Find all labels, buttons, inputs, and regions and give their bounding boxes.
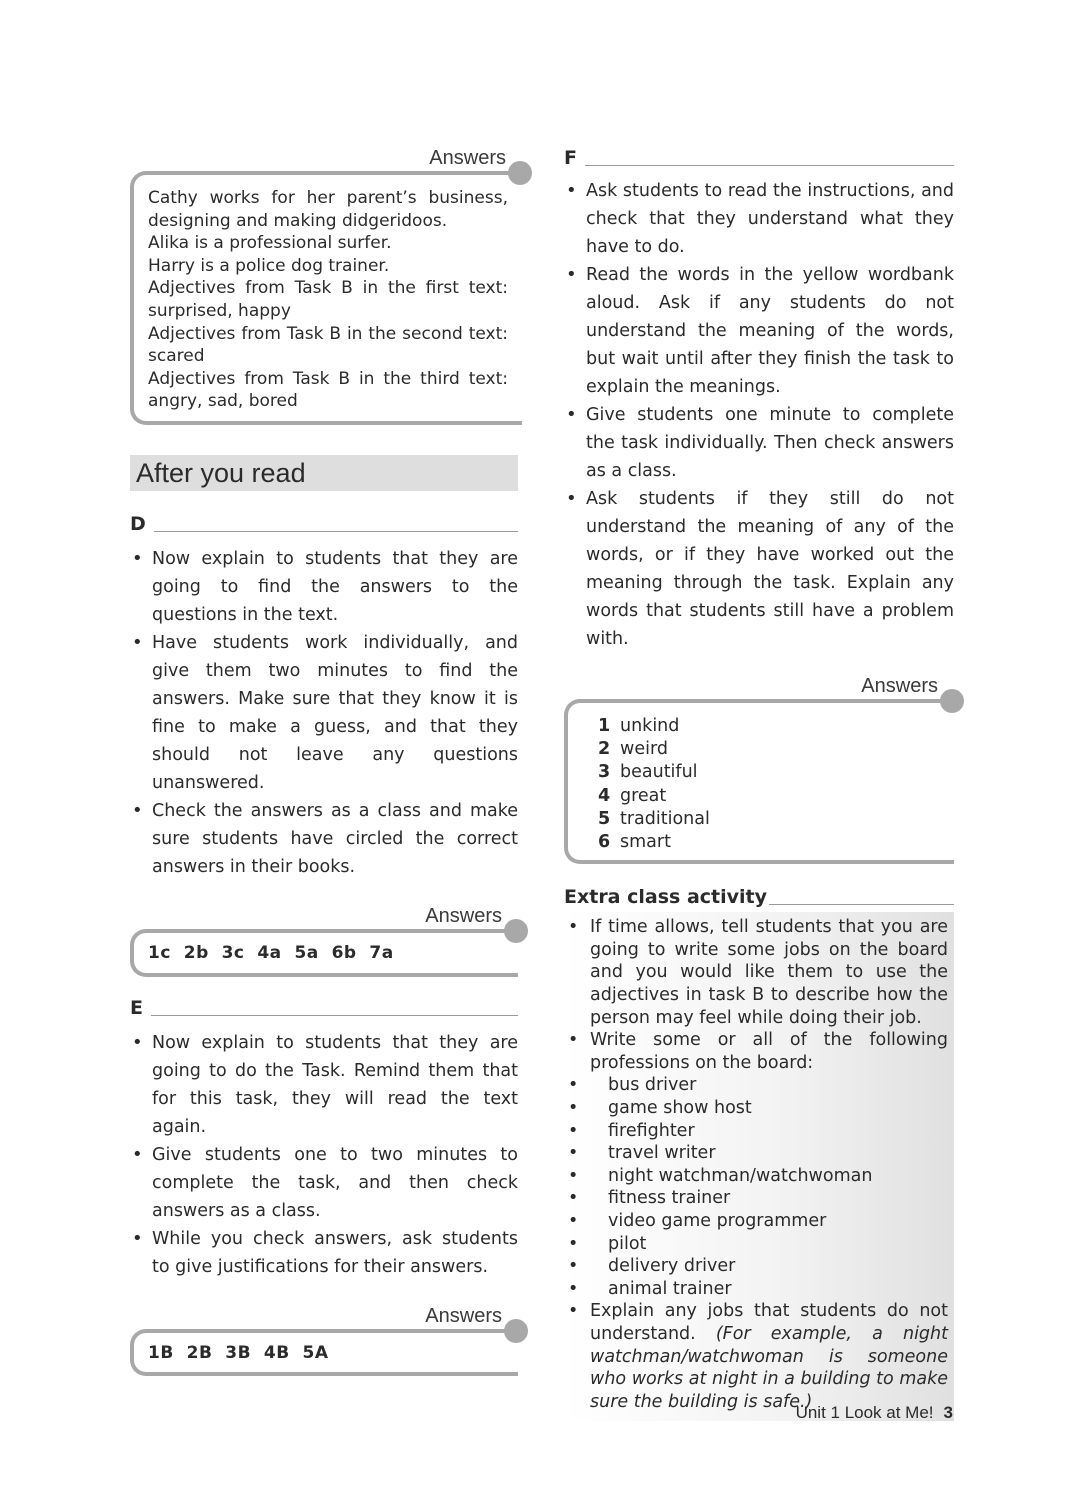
answers-label: Answers	[429, 147, 506, 169]
answers-dot-icon	[504, 919, 528, 943]
extra-activity-list	[568, 916, 948, 1413]
section-f-list	[564, 177, 954, 653]
unit-title: Unit 1 Look at Me!	[795, 1403, 934, 1422]
answers-label: Answers	[861, 675, 938, 697]
answers-dot-icon	[508, 161, 532, 185]
answers-dot-icon	[504, 1319, 528, 1343]
list-item: 6 smart	[598, 832, 671, 853]
list-item: • Write some or all of the following professions on the board:	[568, 1029, 948, 1074]
answer-line: Adjectives from Task B in the first text: surprised, happy	[148, 278, 508, 321]
left-column	[130, 145, 522, 1376]
job-item: • firefighter	[568, 1120, 948, 1143]
answer-line: Alika is a professional surfer.	[148, 233, 392, 254]
list-item: • Check the answers as a class and make sure students have circled the correct answers in their books.	[130, 797, 518, 881]
section-title: After you read	[130, 455, 518, 491]
list-item: • Ask students if they still do not understand the meaning of any of the words, or if they have worked out the meaning through the task. Explain any words that students still have a problem with.	[564, 485, 954, 653]
list-item: • Explain any jobs that students do not understand. (For example, a night watchman/watchwoman is someone who works at night in a building to make sure the building is safe.)	[568, 1300, 948, 1413]
list-item: • Give students one to two minutes to complete the task, and then check answers as a class.	[130, 1141, 518, 1225]
job-item: • animal trainer	[568, 1278, 948, 1301]
section-f-heading: F	[564, 145, 954, 169]
answers-box-d	[130, 903, 518, 977]
list-item: • Ask students to read the instructions, and check that they understand what they have to do.	[564, 177, 954, 261]
answers-d: 1c 2b 3c 4a 5a 6b 7a	[148, 942, 394, 963]
answer-line: Adjectives from Task B in the third text: angry, sad, bored	[148, 368, 508, 412]
answer-line: Adjectives from Task B in the second text: scared	[148, 323, 508, 367]
list-item: 2 weird	[598, 739, 668, 760]
list-item: • Now explain to students that they are going to find the answers to the questions in the text.	[130, 545, 518, 629]
list-item: • Give students one minute to complete the task individually. Then check answers as a class.	[564, 401, 954, 485]
list-item: • Now explain to students that they are going to do the Task. Remind them that for this task, they will read the text again.	[130, 1029, 518, 1141]
right-column	[564, 145, 954, 1421]
list-item: 3 beautiful	[598, 762, 698, 783]
job-item: • video game programmer	[568, 1210, 948, 1233]
job-item: • game show host	[568, 1097, 948, 1120]
answers-label: Answers	[425, 904, 502, 927]
section-d-heading: D	[130, 511, 518, 535]
job-item: • travel writer	[568, 1142, 948, 1165]
extra-activity-panel	[564, 912, 954, 1421]
list-item: • Read the words in the yellow wordbank aloud. Ask if any students do not understand the meaning of the words, but wait until after they finish the task to explain the meanings.	[564, 261, 954, 401]
job-item: • bus driver	[568, 1074, 948, 1097]
section-e-list	[130, 1029, 518, 1281]
answers-f-list	[598, 715, 940, 854]
job-item: • fitness trainer	[568, 1187, 948, 1210]
section-d-list	[130, 545, 518, 881]
answers-box-f	[564, 673, 954, 864]
list-item: • While you check answers, ask students to give justifications for their answers.	[130, 1225, 518, 1281]
list-item: 4 great	[598, 785, 667, 806]
list-item: • If time allows, tell students that you are going to write some jobs on the board and you would like them to use the adjectives in task B to describe how the person may feel while doing their job.	[568, 916, 948, 1029]
job-item: • night watchman/watchwoman	[568, 1165, 948, 1188]
section-e-heading: E	[130, 995, 518, 1019]
list-item: • Have students work individually, and give them two minutes to find the answers. Make sure that they know it is fine to make a guess, and that they should not leave any questions unanswered.	[130, 629, 518, 797]
answers-dot-icon	[940, 689, 964, 713]
answers-e: 1B 2B 3B 4B 5A	[148, 1342, 329, 1363]
answers-label: Answers	[425, 1304, 502, 1327]
answers-box-e	[130, 1303, 518, 1377]
extra-activity-heading: Extra class activity	[564, 884, 954, 908]
list-item: 5 traditional	[598, 808, 710, 829]
list-item: 1 unkind	[598, 716, 680, 736]
job-item: • pilot	[568, 1233, 948, 1256]
answer-line: Harry is a police dog trainer.	[148, 255, 390, 276]
answer-line: Cathy works for her parent’s business, designing and making didgeridoos.	[148, 188, 508, 231]
answers-box-1	[130, 145, 522, 425]
job-item: • delivery driver	[568, 1255, 948, 1278]
page-footer	[796, 1403, 953, 1423]
page-number: 3	[943, 1403, 953, 1422]
